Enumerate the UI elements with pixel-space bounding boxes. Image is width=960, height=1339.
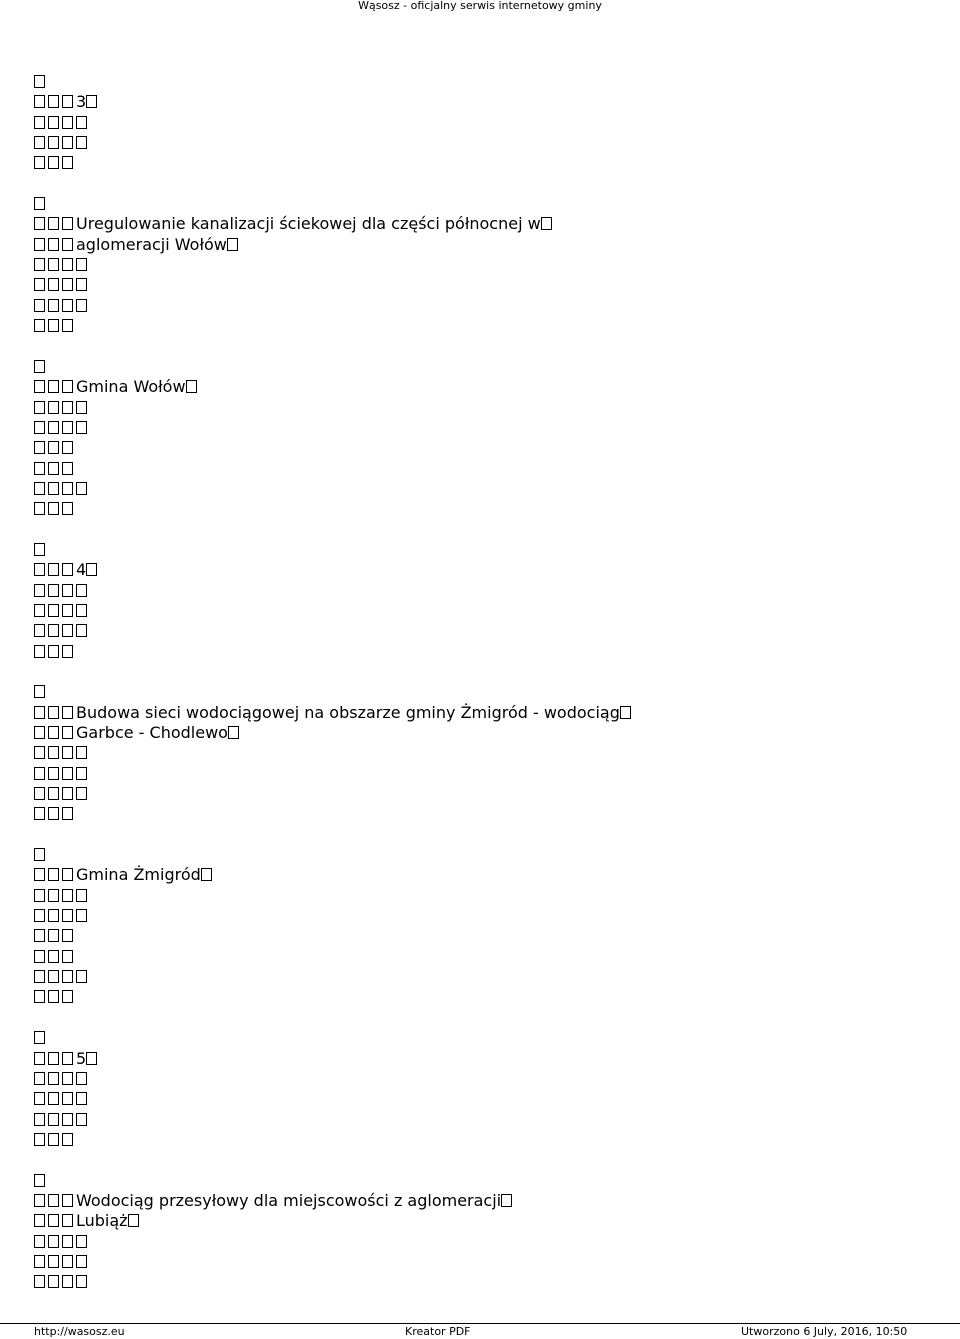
missing-glyph-icon: [48, 401, 59, 414]
missing-glyph-icon: [62, 1072, 73, 1085]
missing-glyph-icon: [62, 909, 73, 922]
text-line: [34, 113, 960, 133]
text-line: [34, 133, 960, 153]
missing-glyph-icon: [34, 950, 45, 963]
missing-glyph-icon: [34, 1113, 45, 1126]
missing-glyph-icon: [34, 543, 45, 556]
text-line: [34, 743, 960, 763]
missing-glyph-icon: [62, 1092, 73, 1105]
text-line: [34, 1211, 960, 1231]
text-line: [34, 1272, 960, 1292]
missing-glyph-icon: [86, 563, 97, 576]
missing-glyph-icon: [48, 238, 59, 251]
missing-glyph-icon: [76, 1092, 87, 1105]
text-line: [34, 418, 960, 438]
missing-glyph-icon: [34, 1235, 45, 1248]
text-line: [34, 581, 960, 601]
missing-glyph-icon: [48, 217, 59, 230]
missing-glyph-icon: [34, 1174, 45, 1187]
missing-glyph-icon: [76, 1235, 87, 1248]
missing-glyph-icon: [86, 1052, 97, 1065]
missing-glyph-icon: [48, 1133, 59, 1146]
missing-glyph-icon: [62, 319, 73, 332]
missing-glyph-icon: [48, 624, 59, 637]
missing-glyph-icon: [48, 156, 59, 169]
missing-glyph-icon: [76, 1255, 87, 1268]
missing-glyph-icon: [48, 767, 59, 780]
missing-glyph-icon: [227, 238, 238, 251]
missing-glyph-icon: [76, 584, 87, 597]
text-line: [34, 459, 960, 479]
missing-glyph-icon: [48, 1092, 59, 1105]
missing-glyph-icon: [48, 482, 59, 495]
footer-generator: Kreator PDF: [405, 1325, 471, 1338]
text-line: [34, 235, 960, 255]
text-line: [34, 1089, 960, 1109]
missing-glyph-icon: [34, 502, 45, 515]
line-text: Garbce - Chodlewo: [76, 723, 228, 742]
missing-glyph-icon: [62, 1235, 73, 1248]
text-line: [34, 703, 960, 723]
missing-glyph-icon: [48, 706, 59, 719]
missing-glyph-icon: [34, 116, 45, 129]
text-line: [34, 886, 960, 906]
missing-glyph-icon: [34, 278, 45, 291]
missing-glyph-icon: [48, 278, 59, 291]
text-line: [34, 540, 960, 560]
footer-created: Utworzono 6 July, 2016, 10:50: [741, 1325, 908, 1338]
text-line: [34, 1110, 960, 1130]
missing-glyph-icon: [48, 1235, 59, 1248]
missing-glyph-icon: [34, 685, 45, 698]
missing-glyph-icon: [76, 278, 87, 291]
missing-glyph-icon: [541, 217, 552, 230]
missing-glyph-icon: [76, 787, 87, 800]
missing-glyph-icon: [62, 258, 73, 271]
missing-glyph-icon: [186, 380, 197, 393]
missing-glyph-icon: [62, 1194, 73, 1207]
missing-glyph-icon: [62, 116, 73, 129]
missing-glyph-icon: [34, 848, 45, 861]
missing-glyph-icon: [76, 1072, 87, 1085]
missing-glyph-icon: [62, 462, 73, 475]
text-line: [34, 255, 960, 275]
text-line: [34, 377, 960, 397]
missing-glyph-icon: [34, 1133, 45, 1146]
missing-glyph-icon: [48, 990, 59, 1003]
line-text: Wodociąg przesyłowy dla miejscowości z aglomeracji: [76, 1190, 502, 1210]
missing-glyph-icon: [48, 1214, 59, 1227]
missing-glyph-icon: [34, 787, 45, 800]
missing-glyph-icon: [48, 970, 59, 983]
missing-glyph-icon: [48, 1255, 59, 1268]
blank-line: [34, 520, 960, 540]
missing-glyph-icon: [76, 1275, 87, 1288]
missing-glyph-icon: [34, 889, 45, 902]
missing-glyph-icon: [62, 421, 73, 434]
missing-glyph-icon: [34, 360, 45, 373]
text-line: [34, 621, 960, 641]
missing-glyph-icon: [34, 726, 45, 739]
missing-glyph-icon: [34, 401, 45, 414]
missing-glyph-icon: [76, 401, 87, 414]
missing-glyph-icon: [34, 441, 45, 454]
missing-glyph-icon: [76, 889, 87, 902]
missing-glyph-icon: [62, 401, 73, 414]
missing-glyph-icon: [34, 563, 45, 576]
missing-glyph-icon: [76, 604, 87, 617]
missing-glyph-icon: [62, 1113, 73, 1126]
missing-glyph-icon: [48, 1194, 59, 1207]
missing-glyph-icon: [62, 950, 73, 963]
missing-glyph-icon: [62, 787, 73, 800]
missing-glyph-icon: [62, 624, 73, 637]
missing-glyph-icon: [501, 1194, 512, 1207]
missing-glyph-icon: [62, 1133, 73, 1146]
missing-glyph-icon: [86, 95, 97, 108]
missing-glyph-icon: [34, 624, 45, 637]
missing-glyph-icon: [76, 482, 87, 495]
document-body: [34, 72, 960, 1293]
missing-glyph-icon: [48, 726, 59, 739]
missing-glyph-icon: [34, 929, 45, 942]
missing-glyph-icon: [62, 482, 73, 495]
missing-glyph-icon: [48, 136, 59, 149]
missing-glyph-icon: [48, 563, 59, 576]
line-text: Gmina Wołów: [76, 377, 186, 397]
missing-glyph-icon: [62, 970, 73, 983]
missing-glyph-icon: [48, 868, 59, 881]
missing-glyph-icon: [48, 584, 59, 597]
missing-glyph-icon: [48, 462, 59, 475]
missing-glyph-icon: [34, 95, 45, 108]
missing-glyph-icon: [34, 238, 45, 251]
missing-glyph-icon: [76, 421, 87, 434]
missing-glyph-icon: [62, 136, 73, 149]
missing-glyph-icon: [62, 1275, 73, 1288]
missing-glyph-icon: [34, 462, 45, 475]
text-line: [34, 357, 960, 377]
line-text: aglomeracji Wołów: [76, 234, 227, 254]
missing-glyph-icon: [62, 604, 73, 617]
missing-glyph-icon: [76, 767, 87, 780]
missing-glyph-icon: [34, 807, 45, 820]
missing-glyph-icon: [62, 807, 73, 820]
missing-glyph-icon: [34, 75, 45, 88]
missing-glyph-icon: [62, 868, 73, 881]
text-line: [34, 1191, 960, 1211]
blank-line: [34, 174, 960, 194]
missing-glyph-icon: [62, 441, 73, 454]
missing-glyph-icon: [48, 604, 59, 617]
missing-glyph-icon: [62, 278, 73, 291]
missing-glyph-icon: [34, 1092, 45, 1105]
missing-glyph-icon: [34, 421, 45, 434]
missing-glyph-icon: [34, 1194, 45, 1207]
footer-url: http://wasosz.eu: [34, 1325, 125, 1338]
missing-glyph-icon: [62, 584, 73, 597]
text-line: [34, 784, 960, 804]
missing-glyph-icon: [76, 909, 87, 922]
missing-glyph-icon: [48, 95, 59, 108]
blank-line: [34, 1150, 960, 1170]
text-line: [34, 1130, 960, 1150]
line-text: Uregulowanie kanalizacji ściekowej dla części północnej w: [76, 214, 541, 234]
missing-glyph-icon: [48, 258, 59, 271]
missing-glyph-icon: [34, 909, 45, 922]
missing-glyph-icon: [62, 380, 73, 393]
text-line: [34, 275, 960, 295]
missing-glyph-icon: [34, 970, 45, 983]
text-line: [34, 906, 960, 926]
missing-glyph-icon: [34, 604, 45, 617]
text-line: [34, 764, 960, 784]
text-line: [34, 194, 960, 214]
text-line: [34, 499, 960, 519]
missing-glyph-icon: [34, 584, 45, 597]
text-line: [34, 642, 960, 662]
missing-glyph-icon: [48, 1113, 59, 1126]
text-line: [34, 967, 960, 987]
missing-glyph-icon: [48, 645, 59, 658]
text-line: [34, 296, 960, 316]
missing-glyph-icon: [62, 502, 73, 515]
missing-glyph-icon: [48, 1275, 59, 1288]
page-header: [0, 0, 960, 12]
text-line: [34, 1028, 960, 1048]
missing-glyph-icon: [48, 441, 59, 454]
text-line: [34, 1252, 960, 1272]
line-text: 4: [76, 560, 87, 580]
missing-glyph-icon: [48, 807, 59, 820]
missing-glyph-icon: [62, 1052, 73, 1065]
missing-glyph-icon: [62, 217, 73, 230]
text-line: [34, 398, 960, 418]
missing-glyph-icon: [76, 746, 87, 759]
text-line: [34, 560, 960, 580]
missing-glyph-icon: [34, 217, 45, 230]
text-line: [34, 1171, 960, 1191]
text-line: [34, 865, 960, 885]
missing-glyph-icon: [48, 950, 59, 963]
missing-glyph-icon: [34, 1052, 45, 1065]
text-line: [34, 987, 960, 1007]
missing-glyph-icon: [34, 1214, 45, 1227]
text-line: [34, 947, 960, 967]
missing-glyph-icon: [228, 726, 239, 739]
text-line: [34, 153, 960, 173]
missing-glyph-icon: [62, 1214, 73, 1227]
missing-glyph-icon: [34, 1031, 45, 1044]
missing-glyph-icon: [62, 726, 73, 739]
site-title: Wąsosz - oficjalny serwis internetowy gminy: [358, 0, 602, 12]
missing-glyph-icon: [34, 299, 45, 312]
missing-glyph-icon: [34, 1275, 45, 1288]
missing-glyph-icon: [201, 868, 212, 881]
missing-glyph-icon: [62, 767, 73, 780]
missing-glyph-icon: [34, 746, 45, 759]
missing-glyph-icon: [34, 706, 45, 719]
missing-glyph-icon: [76, 299, 87, 312]
missing-glyph-icon: [48, 116, 59, 129]
missing-glyph-icon: [48, 909, 59, 922]
missing-glyph-icon: [34, 197, 45, 210]
missing-glyph-icon: [62, 889, 73, 902]
missing-glyph-icon: [48, 746, 59, 759]
missing-glyph-icon: [62, 929, 73, 942]
missing-glyph-icon: [48, 1052, 59, 1065]
missing-glyph-icon: [76, 1113, 87, 1126]
missing-glyph-icon: [34, 1255, 45, 1268]
blank-line: [34, 1008, 960, 1028]
missing-glyph-icon: [48, 929, 59, 942]
missing-glyph-icon: [34, 258, 45, 271]
text-line: [34, 723, 960, 743]
missing-glyph-icon: [34, 319, 45, 332]
text-line: [34, 1049, 960, 1069]
missing-glyph-icon: [76, 624, 87, 637]
missing-glyph-icon: [48, 889, 59, 902]
line-text: Lubiąż: [76, 1211, 128, 1231]
missing-glyph-icon: [62, 706, 73, 719]
missing-glyph-icon: [48, 502, 59, 515]
text-line: [34, 1232, 960, 1252]
text-line: [34, 926, 960, 946]
missing-glyph-icon: [34, 156, 45, 169]
missing-glyph-icon: [62, 156, 73, 169]
missing-glyph-icon: [48, 380, 59, 393]
missing-glyph-icon: [34, 990, 45, 1003]
missing-glyph-icon: [48, 787, 59, 800]
text-line: [34, 1069, 960, 1089]
line-text: Budowa sieci wodociągowej na obszarze gminy Żmigród - wodociąg: [76, 702, 620, 722]
text-line: [34, 316, 960, 336]
missing-glyph-icon: [620, 706, 631, 719]
line-text: 5: [76, 1048, 87, 1068]
missing-glyph-icon: [76, 116, 87, 129]
text-line: [34, 601, 960, 621]
missing-glyph-icon: [128, 1214, 139, 1227]
blank-line: [34, 336, 960, 356]
missing-glyph-icon: [76, 258, 87, 271]
text-line: [34, 479, 960, 499]
missing-glyph-icon: [34, 380, 45, 393]
missing-glyph-icon: [48, 299, 59, 312]
missing-glyph-icon: [76, 970, 87, 983]
line-text: 3: [76, 92, 87, 112]
missing-glyph-icon: [62, 238, 73, 251]
missing-glyph-icon: [34, 645, 45, 658]
missing-glyph-icon: [48, 421, 59, 434]
text-line: [34, 682, 960, 702]
line-text: Gmina Żmigród: [76, 865, 201, 885]
missing-glyph-icon: [48, 319, 59, 332]
text-line: [34, 214, 960, 234]
text-line: [34, 72, 960, 92]
missing-glyph-icon: [62, 563, 73, 576]
missing-glyph-icon: [62, 299, 73, 312]
text-line: [34, 804, 960, 824]
text-line: [34, 845, 960, 865]
blank-line: [34, 662, 960, 682]
missing-glyph-icon: [34, 1072, 45, 1085]
missing-glyph-icon: [76, 136, 87, 149]
missing-glyph-icon: [62, 645, 73, 658]
missing-glyph-icon: [62, 1255, 73, 1268]
missing-glyph-icon: [48, 1072, 59, 1085]
missing-glyph-icon: [34, 136, 45, 149]
missing-glyph-icon: [62, 95, 73, 108]
text-line: [34, 438, 960, 458]
missing-glyph-icon: [34, 482, 45, 495]
blank-line: [34, 825, 960, 845]
page-footer: [0, 1323, 960, 1339]
missing-glyph-icon: [34, 868, 45, 881]
missing-glyph-icon: [62, 746, 73, 759]
missing-glyph-icon: [34, 767, 45, 780]
text-line: [34, 92, 960, 112]
missing-glyph-icon: [62, 990, 73, 1003]
